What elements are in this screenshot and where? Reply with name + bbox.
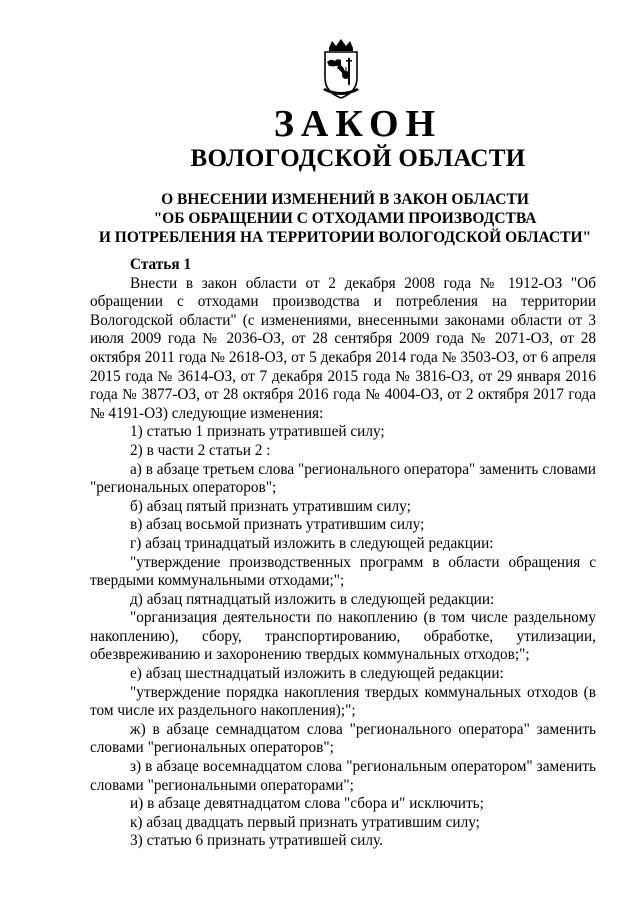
paragraph: 1) статью 1 признать утратившей силу; [130, 423, 385, 441]
paragraph: г) абзац тринадцатый изложить в следующей редакции: [130, 534, 494, 552]
paragraph: и) в абзаце девятнадцатом слова "сбора и" исключить; [130, 795, 484, 813]
paragraph: в) абзац восьмой признать утратившим силу; [130, 516, 425, 534]
law-body [90, 256, 596, 851]
document-subtitle: ВОЛОГОДСКОЙ ОБЛАСТИ [190, 145, 526, 172]
paragraph: к) абзац двадцать первый признать утратившим силу; [130, 813, 480, 831]
heading-line: О ВНЕСЕНИИ ИЗМЕНЕНИЙ В ЗАКОН ОБЛАСТИ [161, 191, 529, 208]
paragraph: 3) статью 6 признать утратившей силу. [130, 832, 383, 850]
heading-line: "ОБ ОБРАЩЕНИИ С ОТХОДАМИ ПРОИЗВОДСТВА [153, 210, 537, 227]
paragraph: 2) в части 2 статьи 2 : [130, 441, 271, 459]
paragraph: а) в абзаце третьем слова "регионального оператора" заменить словами "региональных операторов"; [90, 460, 596, 497]
paragraph: д) абзац пятнадцатый изложить в следующей редакции: [130, 590, 495, 608]
paragraph: Внести в закон области от 2 декабря 2008 года № 1912-ОЗ "Об обращении с отходами производства и потребления на территории Вологодской области" (с изменениями, внесенными законами области от 3 июля 2009 года № 2036-ОЗ, от 28 сентября 2009 года № 2071-ОЗ, от 28 октября 2011 года № 2618-ОЗ, от 5 декабря 2014 года № 3503-ОЗ, от 6 апреля 2015 года № 3614-ОЗ, от 7 декабря 2015 года № 3816-ОЗ, от 29 января 2016 года № 3877-ОЗ, от 28 октября 2016 года № 4004-ОЗ, от 2 октября 2017 года № 4191-ОЗ) следующие изменения: [90, 274, 596, 422]
document-title: ЗАКОН [273, 103, 443, 145]
paragraph: б) абзац пятый признать утратившим силу; [130, 497, 411, 515]
paragraph: ж) в абзаце семнадцатом слова "регионального оператора" заменить словами "региональных операторов"; [90, 720, 596, 757]
paragraph: "утверждение порядка накопления твердых коммунальных отходов (в том числе их раздельного накопления);"; [90, 683, 596, 720]
paragraph: з) в абзаце восемнадцатом слова "региональным оператором" заменить словами "региональными операторами"; [90, 758, 596, 794]
coat-of-arms-emblem [315, 38, 367, 100]
heading-line: И ПОТРЕБЛЕНИЯ НА ТЕРРИТОРИИ ВОЛОГОДСКОЙ ОБЛАСТИ" [98, 229, 592, 246]
paragraph: "организация деятельности по накоплению (в том числе раздельному накоплению), сбору, транспортированию, обработке, утилизации, обезвреживанию и захоронению твердых коммунальных отходов;"; [90, 609, 596, 664]
article-title: Статья 1 [130, 256, 192, 273]
law-heading [90, 190, 600, 247]
paragraph: е) абзац шестнадцатый изложить в следующей редакции: [130, 665, 504, 683]
paragraph: "утверждение производственных программ в области обращения с твердыми коммунальными отходами;"; [90, 553, 596, 590]
